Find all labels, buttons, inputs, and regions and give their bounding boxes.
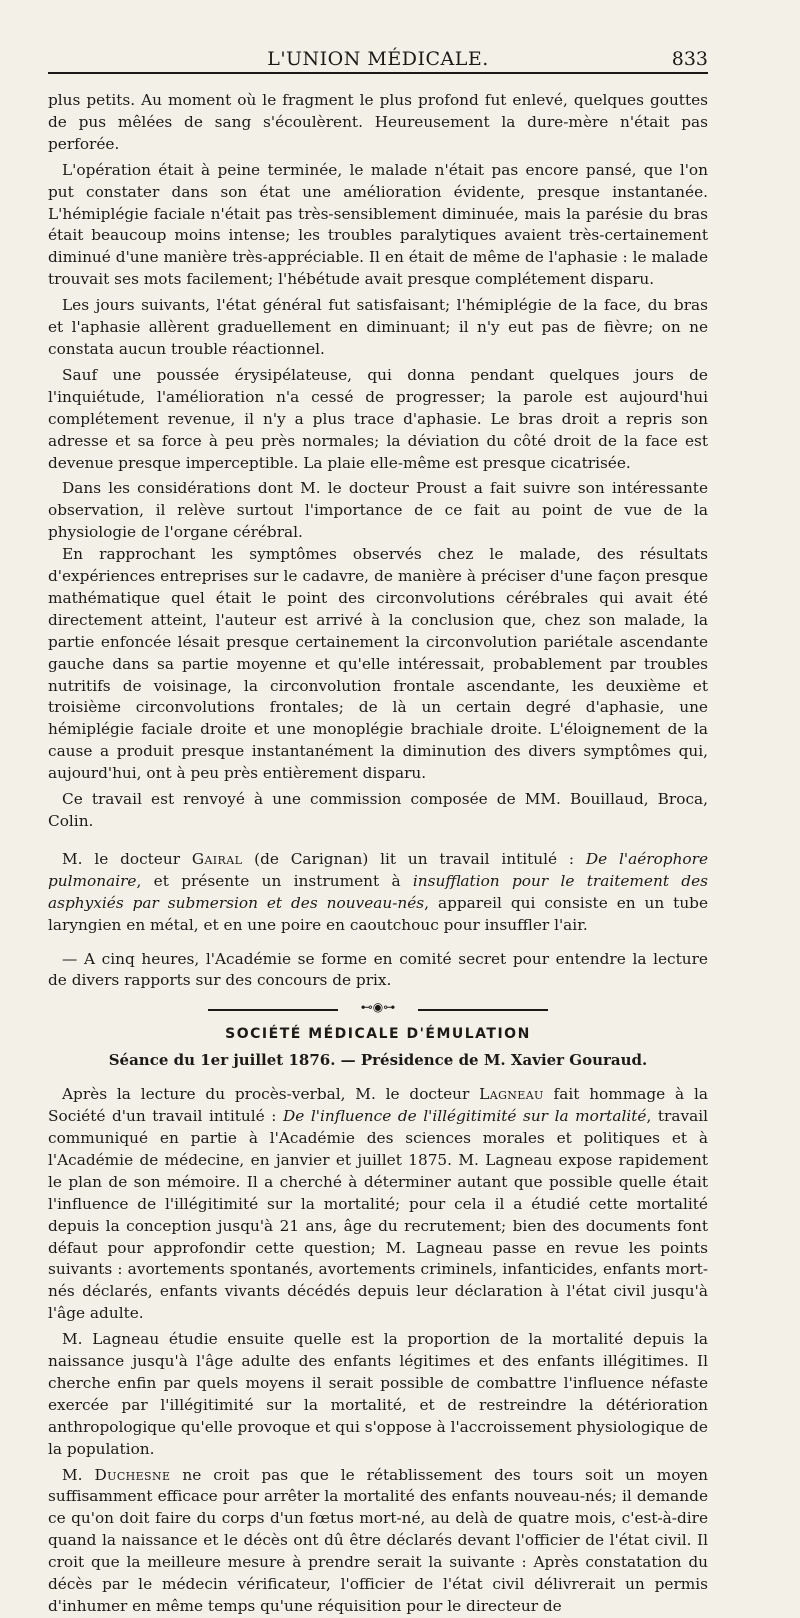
text-run: , et présente un instrument à: [136, 871, 413, 890]
paragraph: Ce travail est renvoyé à une commission composée de MM. Bouillaud, Broca, Colin.: [48, 790, 708, 830]
text-run: M.: [62, 1465, 95, 1484]
text-run: ne croit pas que le rétablissement des tours soit un moyen suffisamment efficace pour arrêter la mortalité des enfants nouveau-nés; il demande ce qu'on doit faire du corps d'un fœtus mort-né, au delà de quatre mois, c'est-à-dire quand la naissance et le décès ont dû être déclarés devant l'officier de l'état civil. Il croit que la meilleure mesure à prendre serait la suivante : Après constatation du décès par le médecin vérificateur, l'officier de l'état civil délivrerait un permis d'inhumer en même temps qu'une réquisition pour le directeur de: [48, 1465, 708, 1615]
divider-line: [418, 1009, 548, 1011]
divider-ornament-icon: ⊷◉⊶: [360, 1000, 396, 1015]
running-title: L'UNION MÉDICALE.: [267, 48, 489, 70]
paragraph: En rapprochant les symptômes observés chez le malade, des résultats d'expériences entreprises sur le cadavre, de manière à préciser d'une façon presque mathématique quel était le point des circonvolutions cérébrales qui avait été directement atteint, l'auteur est arrivé à la conclusion que, chez son malade, la partie enfoncée lésait presque certainement la circonvolution pariétale ascendante gauche dans sa partie moyenne et qu'elle intéressait, probablement par troubles nutritifs de voisinage, la circonvolution frontale ascendante, les deuxième et troisième circonvolutions frontales; de là un certain degré d'aphasie, une hémiplégie faciale droite et une monoplégie brachiale droite. L'éloignement de la cause a produit presque instantanément la diminution des divers symptômes qui, aujourd'hui, ont à peu près entièrement disparu.: [48, 545, 708, 783]
author-name: Lagneau: [479, 1085, 544, 1104]
work-title: De l'influence de l'illégitimité sur la mortalité: [282, 1107, 647, 1126]
paragraph-lagneau: [48, 1084, 708, 1325]
paragraph: Dans les considérations dont M. le docteur Proust a fait suivre son intéressante observation, il relève surtout l'importance de ce fait au point de vue de la physiologie de l'organe cérébral.: [48, 479, 708, 542]
section-divider: [208, 1000, 548, 1015]
author-name: Duchesne: [94, 1465, 171, 1484]
text-run: fait hommage à la Société d'un travail intitulé :: [48, 1085, 708, 1126]
paragraph: Les jours suivants, l'état général fut satisfaisant; l'hémiplégie de la face, du bras et l'aphasie allèrent graduellement en diminuant; il n'y eut pas de fièvre; on ne constata aucun trouble réactionnel.: [48, 296, 708, 358]
text-run: Après la lecture du procès-verbal, M. le docteur: [62, 1085, 480, 1104]
paragraph: Sauf une poussée érysipélateuse, qui donna pendant quelques jours de l'inquiétude, l'amélioration n'a cessé de progresser; la parole est aujourd'hui complétement revenue, il n'y a plus trace d'aphasie. Le bras droit a repris son adresse et sa force à peu près normales; la déviation du côté droit de la face est devenue presque imperceptible. La plaie elle-même est presque cicatrisée.: [48, 365, 708, 472]
work-title: De l'aérophore pulmonaire: [48, 849, 708, 890]
page-number: 833: [671, 48, 708, 70]
text-run: , appareil qui consiste en un tube laryngien en métal, et en une poire en caoutchouc pour insuffler l'air.: [48, 893, 709, 934]
text-run: , travail communiqué en partie à l'Académie des sciences morales et politiques et à l'Académie de médecine, en janvier et juillet 1875. M. Lagneau expose rapidement le plan de son mémoire. Il a cherché à déterminer autant que possible quelle était l'influence de l'illégitimité sur la mortalité; pour cela il a étudié cette mortalité depuis la conception jusqu'à 21 ans, âge du recrutement; bien des documents font défaut pour approfondir cette question; M. Lagneau passe en revue les points suivants : avortements spontanés, avortements criminels, infanticides, enfants mort-nés déclarés, enfants vivants décédés depuis leur déclaration à l'état civil jusqu'à l'âge adulte.: [48, 1107, 708, 1323]
session-line: Séance du 1er juillet 1876. — Présidence de M. Xavier Gouraud.: [108, 1051, 648, 1070]
italic-phrase: insufflation pour le traitement des asphyxiés par submersion et des nouveau-nés: [48, 871, 708, 912]
text-run: (de Carignan) lit un travail intitulé :: [242, 849, 586, 868]
paragraph-closing: — A cinq heures, l'Académie se forme en comité secret pour entendre la lecture de divers rapports sur des concours de prix.: [48, 949, 708, 990]
paragraph: plus petits. Au moment où le fragment le plus profond fut enlevé, quelques gouttes de pus mêlées de sang s'écoulèrent. Heureusement la dure-mère n'était pas perforée.: [48, 91, 708, 153]
paragraph-duchesne: [48, 1465, 708, 1618]
paragraph: M. Lagneau étudie ensuite quelle est la proportion de la mortalité depuis la naissance jusqu'à l'âge adulte des enfants légitimes et des enfants illégitimes. Il cherche enfin par quels moyens il serait possible de combattre l'influence néfaste exercée par l'illégitimité sur la mortalité, et de restreindre la détérioration anthropologique qu'elle provoque et qui s'oppose à l'accroissement physiologique de la population.: [48, 1330, 708, 1458]
author-name: Gairal: [191, 849, 243, 868]
paragraph: L'opération était à peine terminée, le malade n'était pas encore pansé, que l'on put constater dans son état une amélioration évidente, presque instantanée. L'hémiplégie faciale n'était pas très-sensiblement diminuée, mais la parésie du bras était beaucoup moins intense; les troubles paralytiques avaient très-certainement diminué d'une manière très-appréciable. Il en était de même de l'aphasie : le malade trouvait ses mots facilement; l'hébétude avait presque complétement disparu.: [48, 160, 708, 289]
text-run: M. le docteur: [62, 849, 192, 868]
section-title: SOCIÉTÉ MÉDICALE D'ÉMULATION: [225, 1026, 531, 1043]
paragraph-gairal: [48, 849, 708, 937]
page-header: [48, 48, 708, 74]
article-body: [48, 90, 708, 1618]
divider-line: [208, 1009, 338, 1011]
